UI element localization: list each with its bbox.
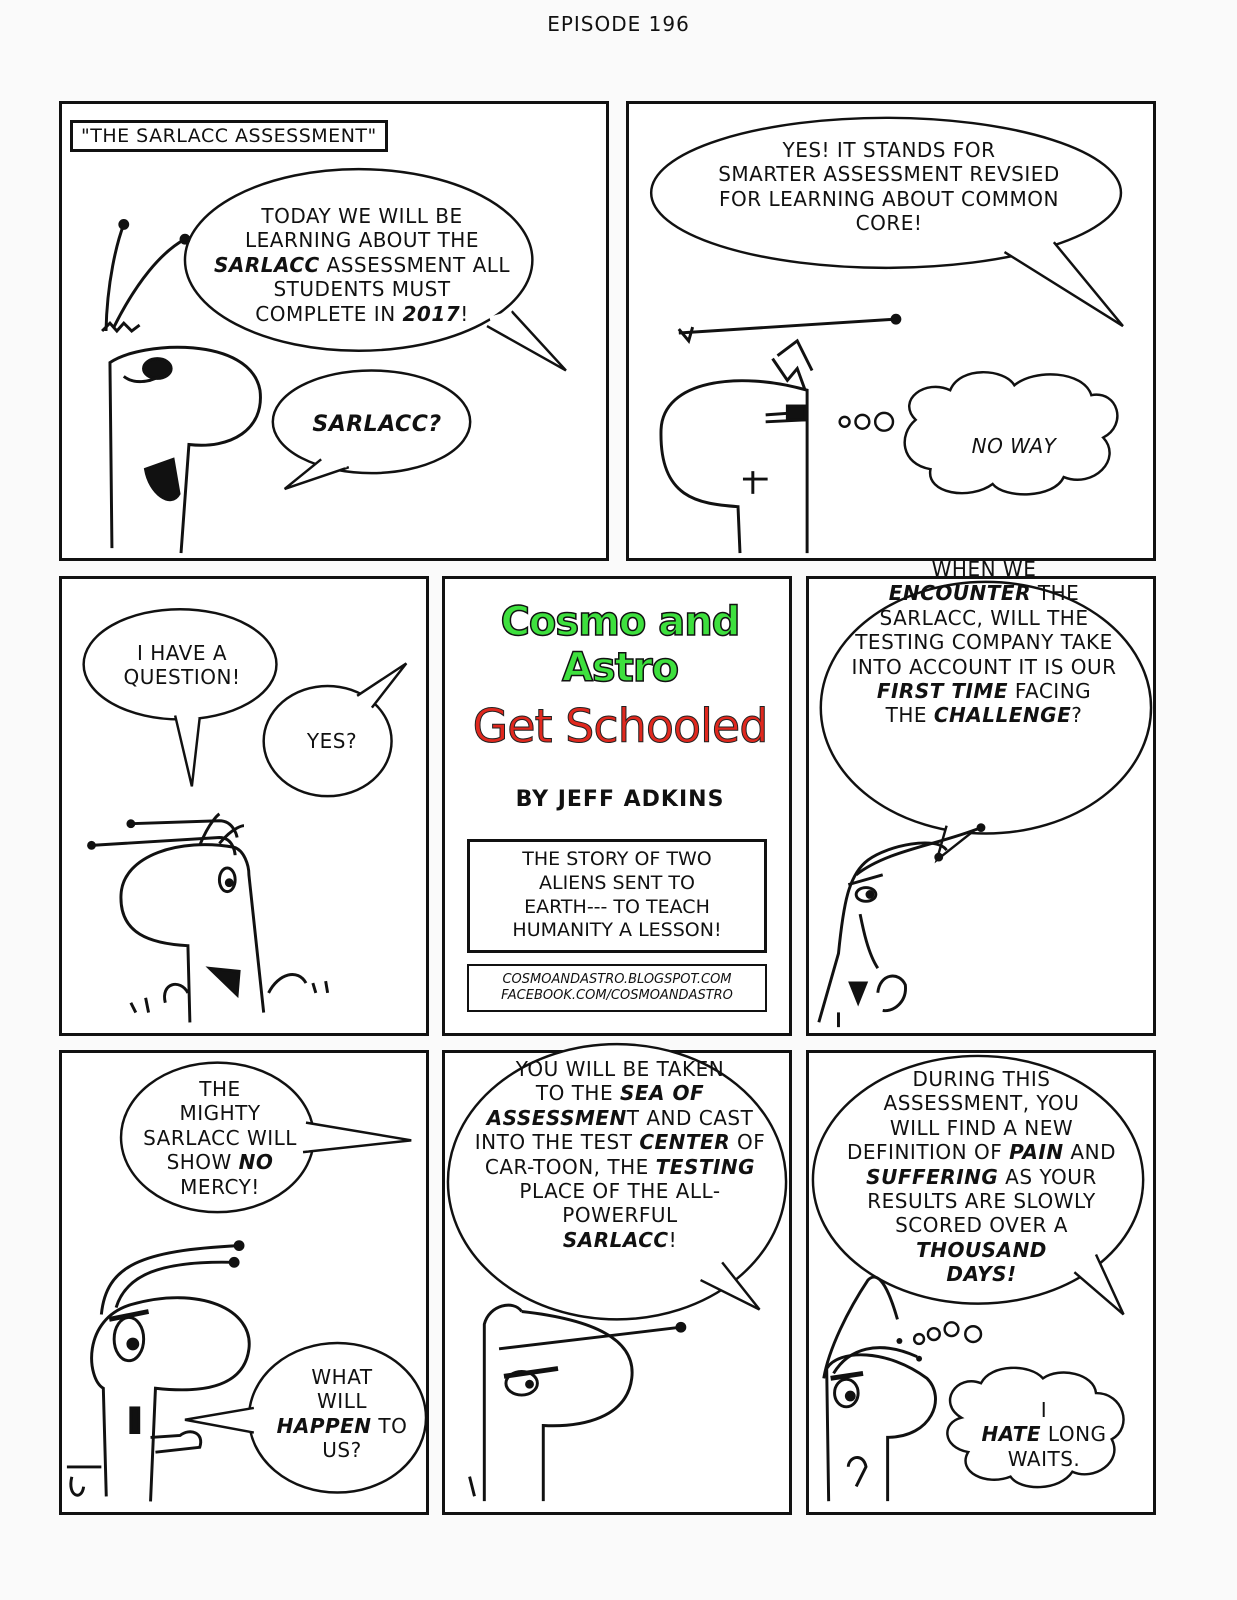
panel-1-caption: "THE SARLACC ASSESSMENT"	[70, 120, 388, 152]
line: US?	[322, 1438, 362, 1463]
panel-1-art	[62, 104, 606, 558]
line: WILL	[317, 1389, 367, 1414]
line-part: INTO THE TEST	[474, 1130, 640, 1155]
line: SCORED OVER A	[895, 1213, 1068, 1238]
speech-question-text	[102, 641, 262, 690]
line: MERCY!	[180, 1174, 260, 1199]
line: I HAVE A	[136, 641, 228, 665]
line-part: !	[460, 301, 469, 326]
speech-yes-text: YES?	[306, 729, 358, 753]
line-part: AND	[1063, 1140, 1116, 1165]
title-panel	[442, 576, 792, 1036]
line	[814, 1165, 1149, 1189]
line: EARTH--- TO TEACH	[524, 895, 710, 918]
thought-no-way-text: NO WAY	[971, 434, 1057, 458]
line: WILL FIND A NEW	[889, 1115, 1074, 1140]
line	[445, 1130, 795, 1154]
line-part: FACING	[1007, 678, 1092, 703]
line: ASSESSMENT, YOU	[883, 1091, 1080, 1116]
line-part: ASSESSMENT ALL	[319, 252, 511, 277]
speech-encounter-text	[819, 557, 1149, 728]
speech-sarlacc-text	[282, 412, 472, 439]
panel-1	[59, 101, 609, 561]
line-part: SHOW	[166, 1150, 239, 1175]
line: RESULTS ARE SLOWLY	[867, 1188, 1096, 1213]
line-part: T AND CAST	[626, 1105, 754, 1130]
line	[202, 302, 522, 326]
line	[202, 253, 522, 277]
panel-5	[806, 557, 1156, 1036]
line: TODAY WE WILL BE	[261, 204, 463, 228]
astro-character	[470, 1305, 685, 1501]
emph: 2017	[402, 301, 461, 326]
byline: BY JEFF ADKINS	[515, 787, 725, 812]
astro-character	[819, 825, 984, 1027]
line: TESTING COMPANY TAKE	[855, 630, 1113, 655]
emph: CHALLENGE	[933, 703, 1072, 728]
speech-mighty-text	[130, 1077, 310, 1199]
line	[949, 1422, 1139, 1446]
emph: FIRST TIME	[876, 678, 1008, 703]
panel-7	[442, 1050, 792, 1515]
line	[445, 1081, 795, 1105]
line: SARLACC WILL	[143, 1125, 297, 1150]
line-part: CAR-TOON, THE	[484, 1154, 656, 1179]
line: WAITS.	[1007, 1446, 1081, 1471]
episode-label: EPISODE 196	[547, 12, 690, 36]
cosmo-character	[824, 1277, 936, 1501]
line-part: ?	[1071, 703, 1083, 728]
line: I	[1040, 1398, 1048, 1422]
cosmo-character	[67, 1242, 249, 1502]
line: SARLACC, WILL THE	[879, 605, 1089, 630]
line: FOR LEARNING ABOUT COMMON	[719, 186, 1059, 211]
emph: SARLACC?	[312, 412, 442, 437]
line: MIGHTY	[179, 1101, 261, 1126]
line: LEARNING ABOUT THE	[245, 228, 479, 253]
line: POWERFUL	[562, 1203, 678, 1228]
url-box	[467, 964, 767, 1012]
emph: PAIN	[1009, 1140, 1064, 1165]
line: INTO ACCOUNT IT IS OUR	[851, 654, 1117, 679]
line: THE	[199, 1077, 241, 1101]
line	[814, 1262, 1149, 1286]
line	[819, 581, 1149, 605]
thought-hate-waits-text	[949, 1398, 1139, 1471]
line	[819, 703, 1149, 727]
emph: SARLACC	[213, 252, 320, 277]
line-part: OF	[730, 1130, 766, 1155]
line: PLACE OF THE ALL-	[519, 1178, 721, 1203]
line	[445, 1106, 795, 1130]
speech-sea-text	[445, 1057, 795, 1252]
emph: HATE	[981, 1422, 1042, 1447]
line-part: TO THE	[535, 1081, 620, 1106]
line-part: TO	[371, 1413, 408, 1438]
emph: NO	[238, 1150, 274, 1175]
line: DURING THIS	[912, 1067, 1051, 1091]
line-part: COMPLETE IN	[255, 301, 403, 326]
line: HUMANITY A LESSON!	[512, 919, 722, 942]
line-part: AS YOUR	[998, 1164, 1097, 1189]
logo-get-schooled: Get Schooled	[472, 699, 768, 753]
panel-3	[59, 576, 429, 1036]
emph: TESTING	[655, 1154, 756, 1179]
line	[445, 1228, 795, 1252]
line	[130, 1150, 310, 1174]
emph: SARLACC	[562, 1227, 669, 1252]
line: QUESTION!	[123, 665, 241, 690]
line: STUDENTS MUST	[273, 277, 451, 302]
astro-character	[661, 315, 900, 553]
line: CORE!	[855, 211, 923, 236]
speech-what-text	[257, 1365, 427, 1463]
line: WHEN WE	[931, 557, 1037, 581]
speech-during-text	[814, 1067, 1149, 1287]
emph: CENTER	[639, 1130, 731, 1155]
line-part: !	[668, 1227, 678, 1252]
emph: HAPPEN	[276, 1413, 372, 1438]
line-part: THE	[885, 703, 934, 728]
line	[257, 1414, 427, 1438]
line-part: THE	[1031, 581, 1080, 606]
panel-2	[626, 101, 1156, 561]
line: YES! IT STANDS FOR	[782, 138, 996, 162]
line: YOU WILL BE TAKEN	[515, 1057, 725, 1081]
emph: DAYS!	[946, 1262, 1017, 1287]
logo-cosmo-and-astro: Cosmo and Astro	[500, 599, 740, 691]
emph: SUFFERING	[866, 1164, 999, 1189]
emph: THOUSAND	[916, 1237, 1047, 1262]
emph: ENCOUNTER	[888, 581, 1031, 606]
line: THE STORY OF TWO	[522, 848, 712, 870]
panel-8	[806, 1050, 1156, 1515]
line-part: LONG	[1041, 1422, 1107, 1447]
line	[819, 679, 1149, 703]
cosmo-character	[89, 814, 328, 1023]
speech-today-text	[202, 204, 522, 326]
line: WHAT	[311, 1365, 373, 1389]
emph: ASSESSMEN	[486, 1105, 627, 1130]
line	[814, 1140, 1149, 1164]
speech-acronym-text	[669, 138, 1109, 236]
line: SMARTER ASSESSMENT REVSIED	[718, 162, 1060, 187]
panel-6	[59, 1050, 429, 1515]
line: ALIENS SENT TO	[539, 871, 695, 894]
facebook-link[interactable]: FACEBOOK.COM/COSMOANDASTRO	[501, 988, 733, 1004]
line	[445, 1155, 795, 1179]
line-part: DEFINITION OF	[847, 1140, 1010, 1165]
line	[814, 1238, 1149, 1262]
emph: SEA OF	[619, 1081, 705, 1106]
story-box	[467, 839, 767, 953]
blog-link[interactable]: COSMOANDASTRO.BLOGSPOT.COM	[502, 972, 732, 987]
